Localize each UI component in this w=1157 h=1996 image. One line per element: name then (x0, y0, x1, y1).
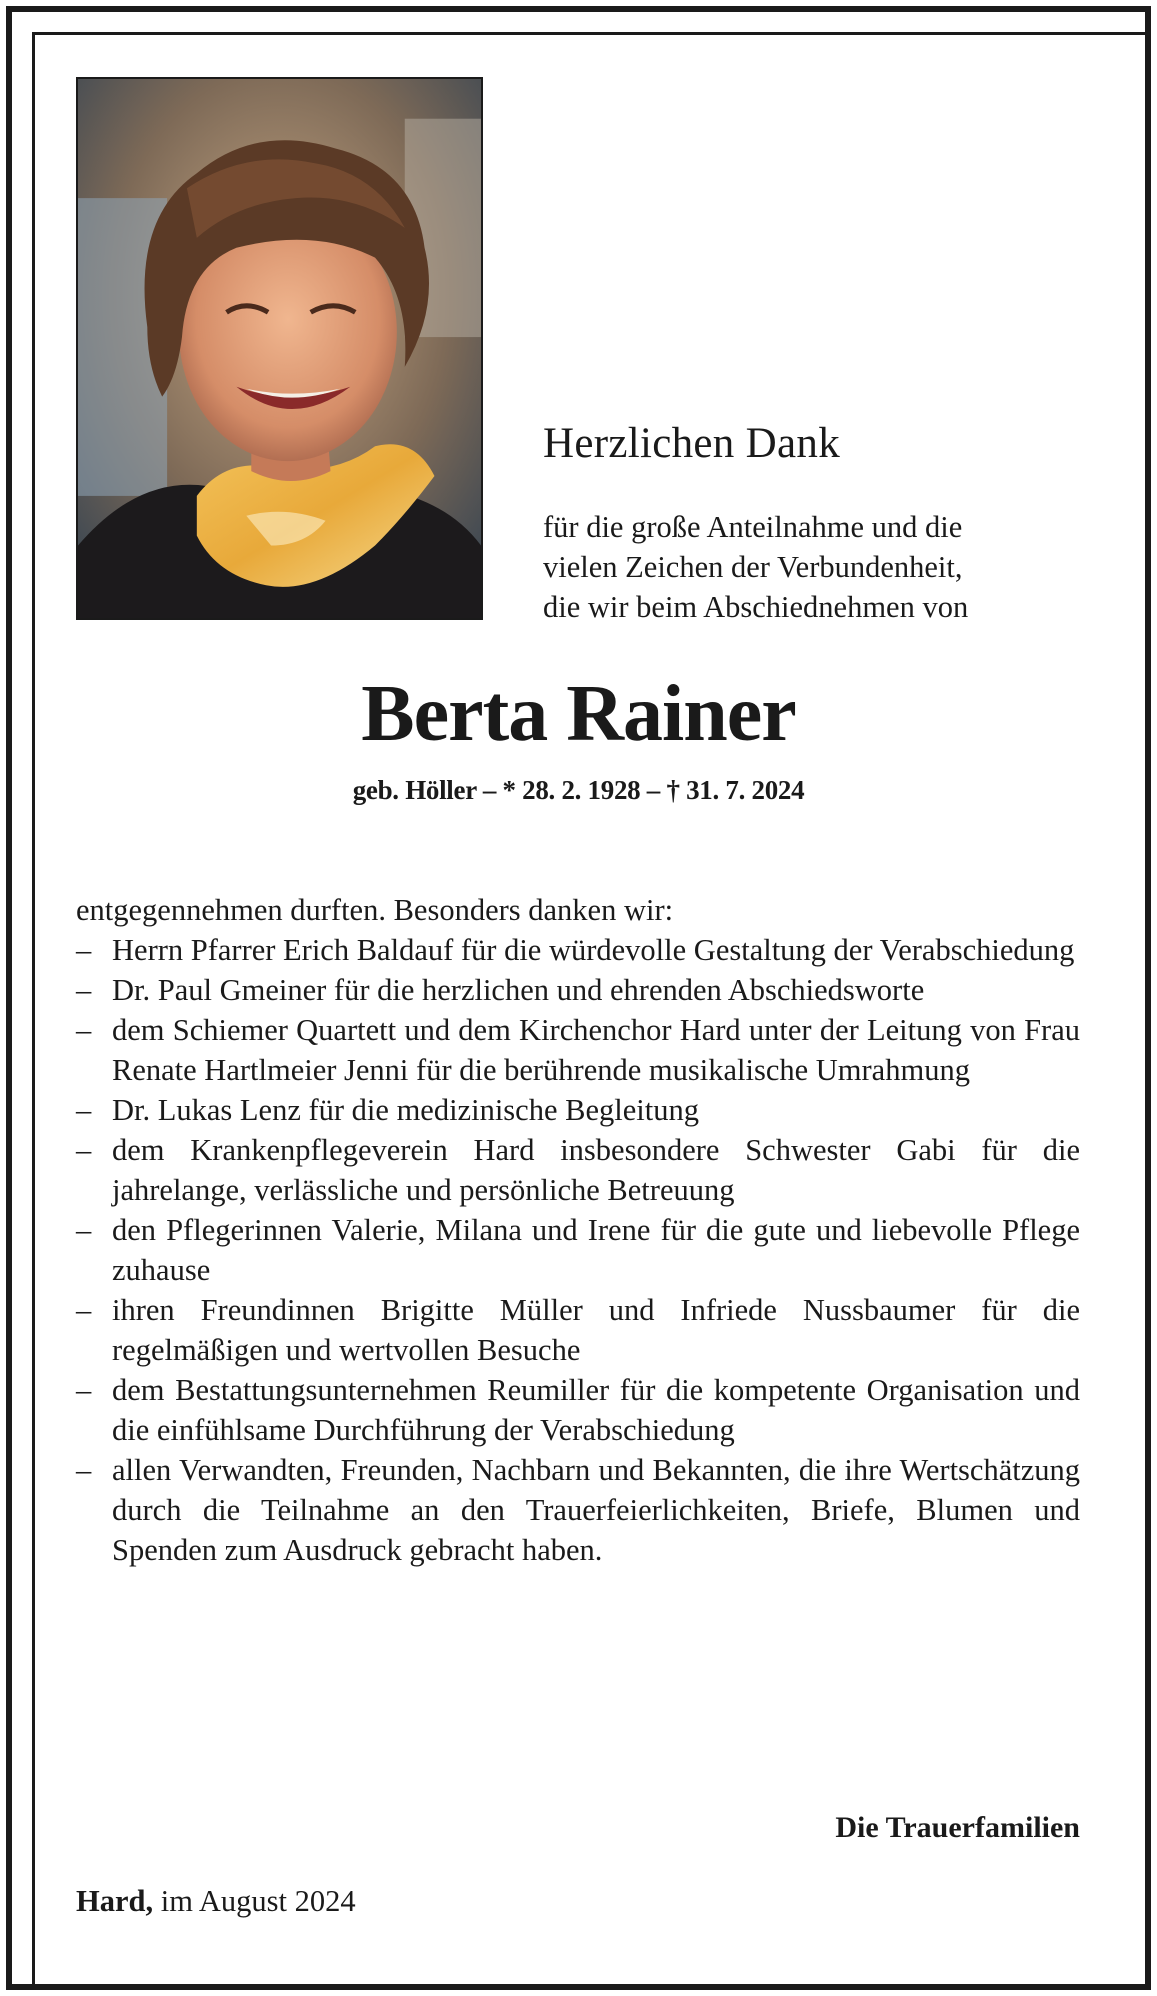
intro-line: die wir beim Abschiednehmen von (543, 590, 969, 624)
signature: Die Trauerfamilien (835, 1811, 1080, 1844)
portrait-photo (76, 77, 483, 620)
list-item-text: Dr. Lukas Lenz für die medizinische Begleitung (112, 1093, 699, 1127)
dash-bullet: – (76, 1013, 92, 1047)
list-item (76, 970, 1080, 1010)
dash-bullet: – (76, 1293, 92, 1327)
list-item (76, 930, 1080, 970)
list-item (76, 1010, 1080, 1090)
intro-text (543, 507, 1083, 627)
body-lead: entgegennehmen durften. Besonders danken wir: (76, 893, 674, 927)
list-item-text: Dr. Paul Gmeiner für die herzlichen und ehrenden Abschiedsworte (112, 973, 925, 1007)
dash-bullet: – (76, 1133, 92, 1167)
list-item-text: den Pflegerinnen Valerie, Milana und Irene für die gute und liebevolle Pflege zuhause (112, 1213, 1080, 1287)
list-item-text: ihren Freundinnen Brigitte Müller und Infriede Nussbaumer für die regelmäßigen und wertvollen Besuche (112, 1293, 1080, 1367)
dash-bullet: – (76, 1373, 92, 1407)
dash-bullet: – (76, 1453, 92, 1487)
dash-bullet: – (76, 933, 92, 967)
list-item-text: dem Schiemer Quartett und dem Kirchenchor Hard unter der Leitung von Frau Renate Hartlmeier Jenni für die berührende musikalische Umrahmung (112, 1013, 1080, 1087)
deceased-dates: geb. Höller – * 28. 2. 1928 – † 31. 7. 2024 (352, 775, 805, 805)
thanks-list (76, 930, 1080, 1570)
list-item (76, 1210, 1080, 1290)
list-item-text: Herrn Pfarrer Erich Baldauf für die würdevolle Gestaltung der Verabschiedung (112, 933, 1075, 967)
intro-line: für die große Anteilnahme und die (543, 510, 963, 544)
list-item (76, 1290, 1080, 1370)
list-item (76, 1450, 1080, 1570)
thanks-body (76, 890, 1080, 1570)
list-item-text: dem Bestattungsunternehmen Reumiller für die kompetente Organisation und die einfühlsame Durchführung der Verabschiedung (112, 1373, 1080, 1447)
list-item (76, 1090, 1080, 1130)
date: im August 2024 (160, 1884, 356, 1918)
dash-bullet: – (76, 973, 92, 1007)
portrait-illustration (78, 79, 481, 618)
intro-line: vielen Zeichen der Verbundenheit, (543, 550, 963, 584)
dash-bullet: – (76, 1093, 92, 1127)
deceased-name: Berta Rainer (361, 670, 796, 758)
place-date (76, 1881, 356, 1921)
list-item-text: allen Verwandten, Freunden, Nachbarn und Bekannten, die ihre Wertschätzung durch die Teilnahme an den Trauerfeierlichkeiten, Briefe, Blumen und Spenden zum Ausdruck gebracht haben. (112, 1453, 1080, 1567)
thanks-heading: Herzlichen Dank (543, 420, 840, 467)
place: Hard, (76, 1884, 154, 1918)
list-item (76, 1130, 1080, 1210)
dash-bullet: – (76, 1213, 92, 1247)
list-item (76, 1370, 1080, 1450)
list-item-text: dem Krankenpflegeverein Hard insbesondere Schwester Gabi für die jahrelange, verlässliche und persönliche Betreuung (112, 1133, 1080, 1207)
